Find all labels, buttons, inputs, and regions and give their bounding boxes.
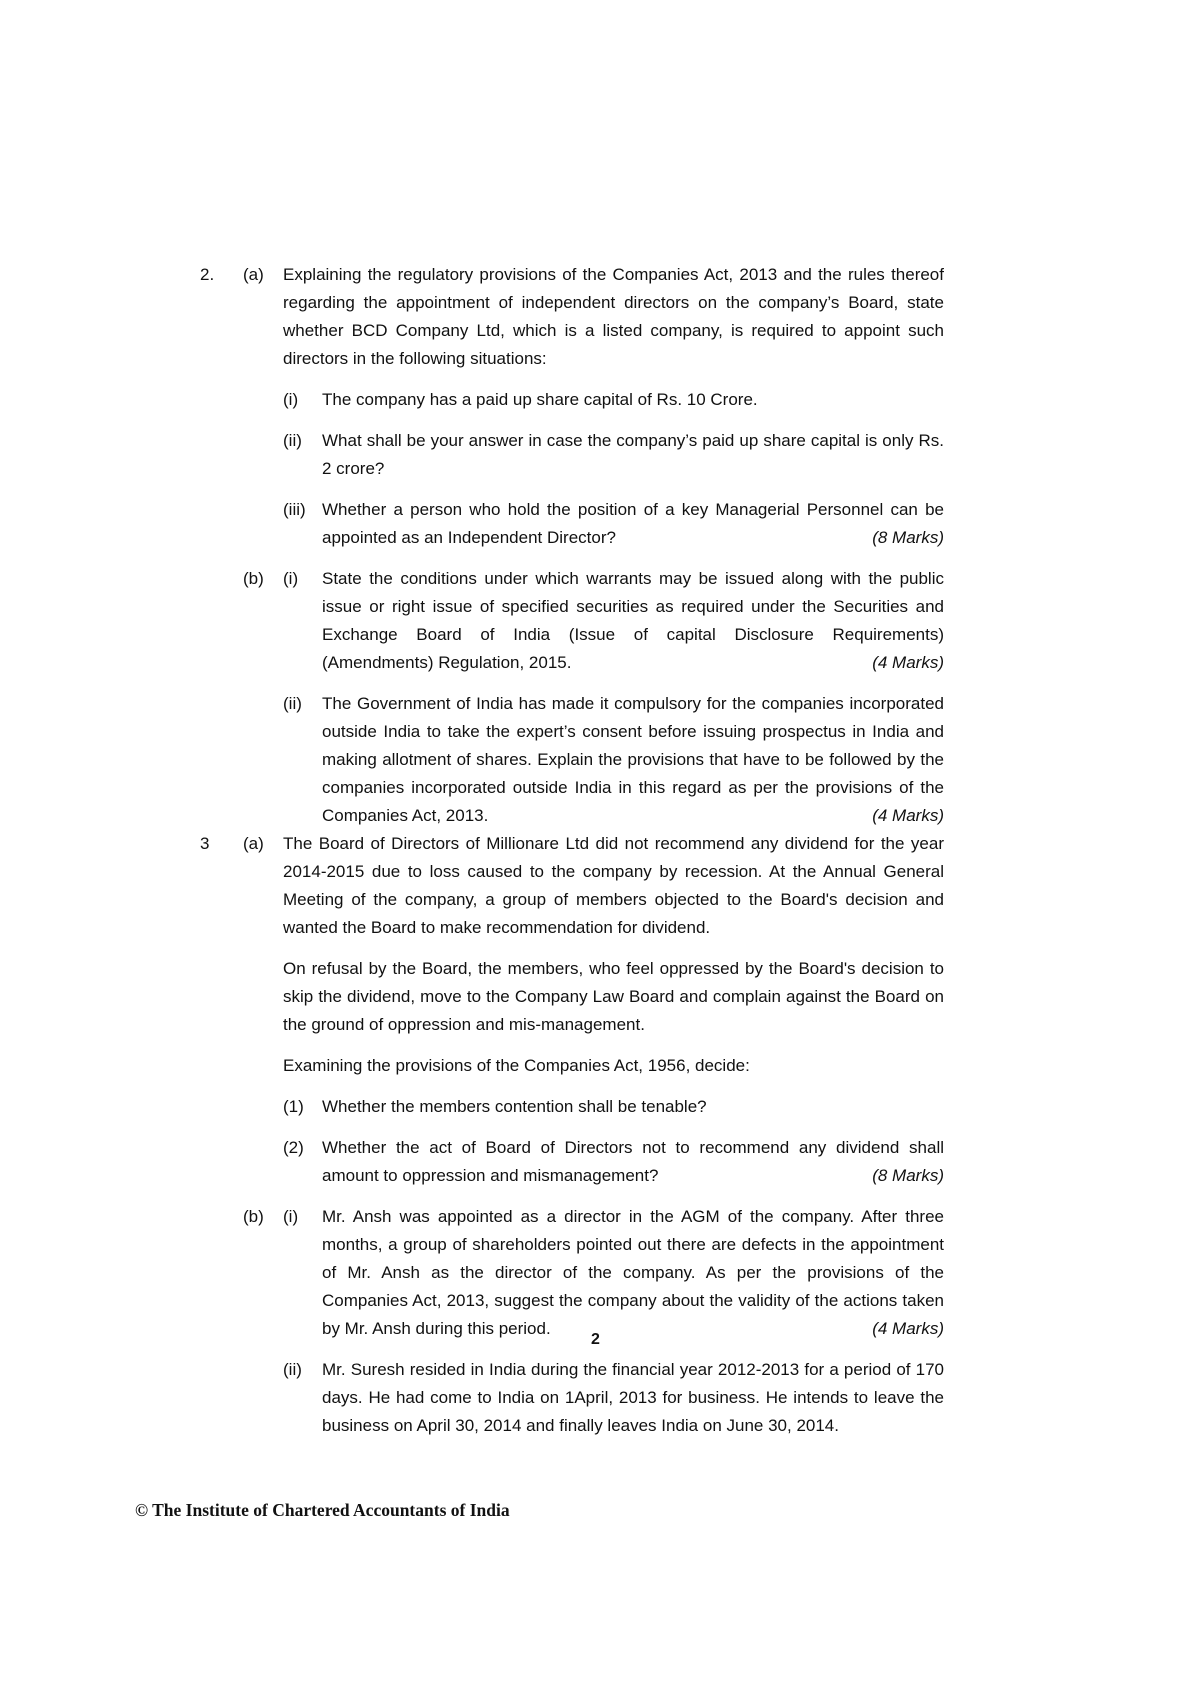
item-3a-2-label: (2) [283, 1138, 304, 1157]
item-3a-2-text [322, 1134, 944, 1190]
copyright-footer: © The Institute of Chartered Accountants of India [135, 1500, 510, 1520]
item-2b-ii-label: (ii) [283, 694, 302, 713]
page-number: 2 [591, 1331, 600, 1348]
question-2a [243, 261, 944, 552]
part-3a-paragraph-2: On refusal by the Board, the members, who feel oppressed by the Board's decision to skip the dividend, move to the Company Law Board and complain against the Board on the ground of oppression and mis-management. [283, 959, 944, 1034]
item-2a-i-text [322, 386, 944, 414]
item-3a-2 [283, 1134, 944, 1190]
item-2b-i [283, 565, 944, 677]
item-3b-ii [283, 1356, 944, 1440]
marks-label: (8 Marks) [872, 1166, 944, 1185]
item-2a-iii-label: (iii) [283, 500, 306, 519]
item-2a-iii [283, 496, 944, 552]
part-2a-label: (a) [243, 265, 264, 284]
item-3b-ii-text [322, 1356, 944, 1440]
item-3a-1-text [322, 1093, 944, 1121]
part-3a-body [283, 830, 944, 1190]
item-text: What shall be your answer in case the company’s paid up share capital is only Rs. 2 crore? [322, 431, 944, 478]
question-3a [243, 830, 944, 1190]
item-2b-i-label: (i) [283, 569, 299, 588]
marks-label: (4 Marks) [872, 806, 944, 825]
item-2a-i-label: (i) [283, 390, 299, 409]
item-3b-i [283, 1203, 944, 1343]
item-2a-iii-text [322, 496, 944, 552]
part-3a-label: (a) [243, 834, 264, 853]
item-text: The company has a paid up share capital of Rs. 10 Crore. [322, 390, 758, 409]
item-text: The Government of India has made it compulsory for the companies incorporated outside India to take the expert’s consent before issuing prospectus in India and making allotment of shares. Explain the provisions that have to be followed by the companies incorporated outside India in this regard as per the provisions of the Companies Act, 2013. [322, 694, 944, 825]
part-3a-intro: The Board of Directors of Millionare Ltd did not recommend any dividend for the year 2014-2015 due to loss caused to the company by recession. At the Annual General Meeting of the company, a group of members objected to the Board's decision and wanted the Board to make recommendation for dividend. [283, 834, 944, 937]
part-2a-intro: Explaining the regulatory provisions of the Companies Act, 2013 and the rules thereof regarding the appointment of independent directors on the company’s Board, state whether BCD Company Ltd, which is a listed company, is required to appoint such directors in the following situations: [283, 265, 944, 368]
question-2b [243, 565, 944, 830]
item-3b-ii-label: (ii) [283, 1360, 302, 1379]
part-2b-body [283, 565, 944, 830]
question-2-body [243, 261, 944, 830]
question-2 [200, 261, 944, 830]
part-3b-body [283, 1203, 944, 1440]
item-2b-ii [283, 690, 944, 830]
item-text: Whether the members contention shall be tenable? [322, 1097, 707, 1116]
item-2a-ii [283, 427, 944, 483]
item-2a-i [283, 386, 944, 414]
question-3b [243, 1203, 944, 1440]
part-3b-label: (b) [243, 1207, 264, 1226]
item-3a-1 [283, 1093, 944, 1121]
item-text: Mr. Suresh resided in India during the financial year 2012-2013 for a period of 170 days. He had come to India on 1April, 2013 for business. He intends to leave the business on April 30, 2014 and finally leaves India on June 30, 2014. [322, 1360, 944, 1435]
item-2a-ii-text [322, 427, 944, 483]
item-2a-ii-label: (ii) [283, 431, 302, 450]
part-2a-body [283, 261, 944, 552]
item-3a-1-label: (1) [283, 1097, 304, 1116]
item-3b-i-text [322, 1203, 944, 1343]
question-2-row [200, 261, 944, 830]
marks-label: (4 Marks) [872, 1319, 944, 1338]
item-text: State the conditions under which warrants may be issued along with the public issue or right issue of specified securities as required under the Securities and Exchange Board of India (Issue of capital Disclosure Requirements) (Amendments) Regulation, 2015. [322, 569, 944, 672]
document-body [200, 261, 944, 1440]
question-2-number: 2. [200, 265, 215, 284]
part-2b-label: (b) [243, 569, 264, 588]
item-2b-ii-text [322, 690, 944, 830]
item-text: Mr. Ansh was appointed as a director in the AGM of the company. After three months, a group of shareholders pointed out there are defects in the appointment of Mr. Ansh as the director of the company. As per the provisions of the Companies Act, 2013, suggest the company about the validity of the actions taken by Mr. Ansh during this period. [322, 1207, 944, 1338]
part-3a-paragraph-3: Examining the provisions of the Companies Act, 1956, decide: [283, 1056, 750, 1075]
item-text: Whether a person who hold the position of a key Managerial Personnel can be appointed as an Independent Director? [322, 500, 944, 547]
item-text: Whether the act of Board of Directors not to recommend any dividend shall amount to oppression and mismanagement? [322, 1138, 944, 1185]
marks-label: (4 Marks) [872, 653, 944, 672]
item-2b-i-text [322, 565, 944, 677]
marks-label: (8 Marks) [872, 528, 944, 547]
item-3b-i-label: (i) [283, 1207, 299, 1226]
question-3-number: 3 [200, 834, 210, 853]
